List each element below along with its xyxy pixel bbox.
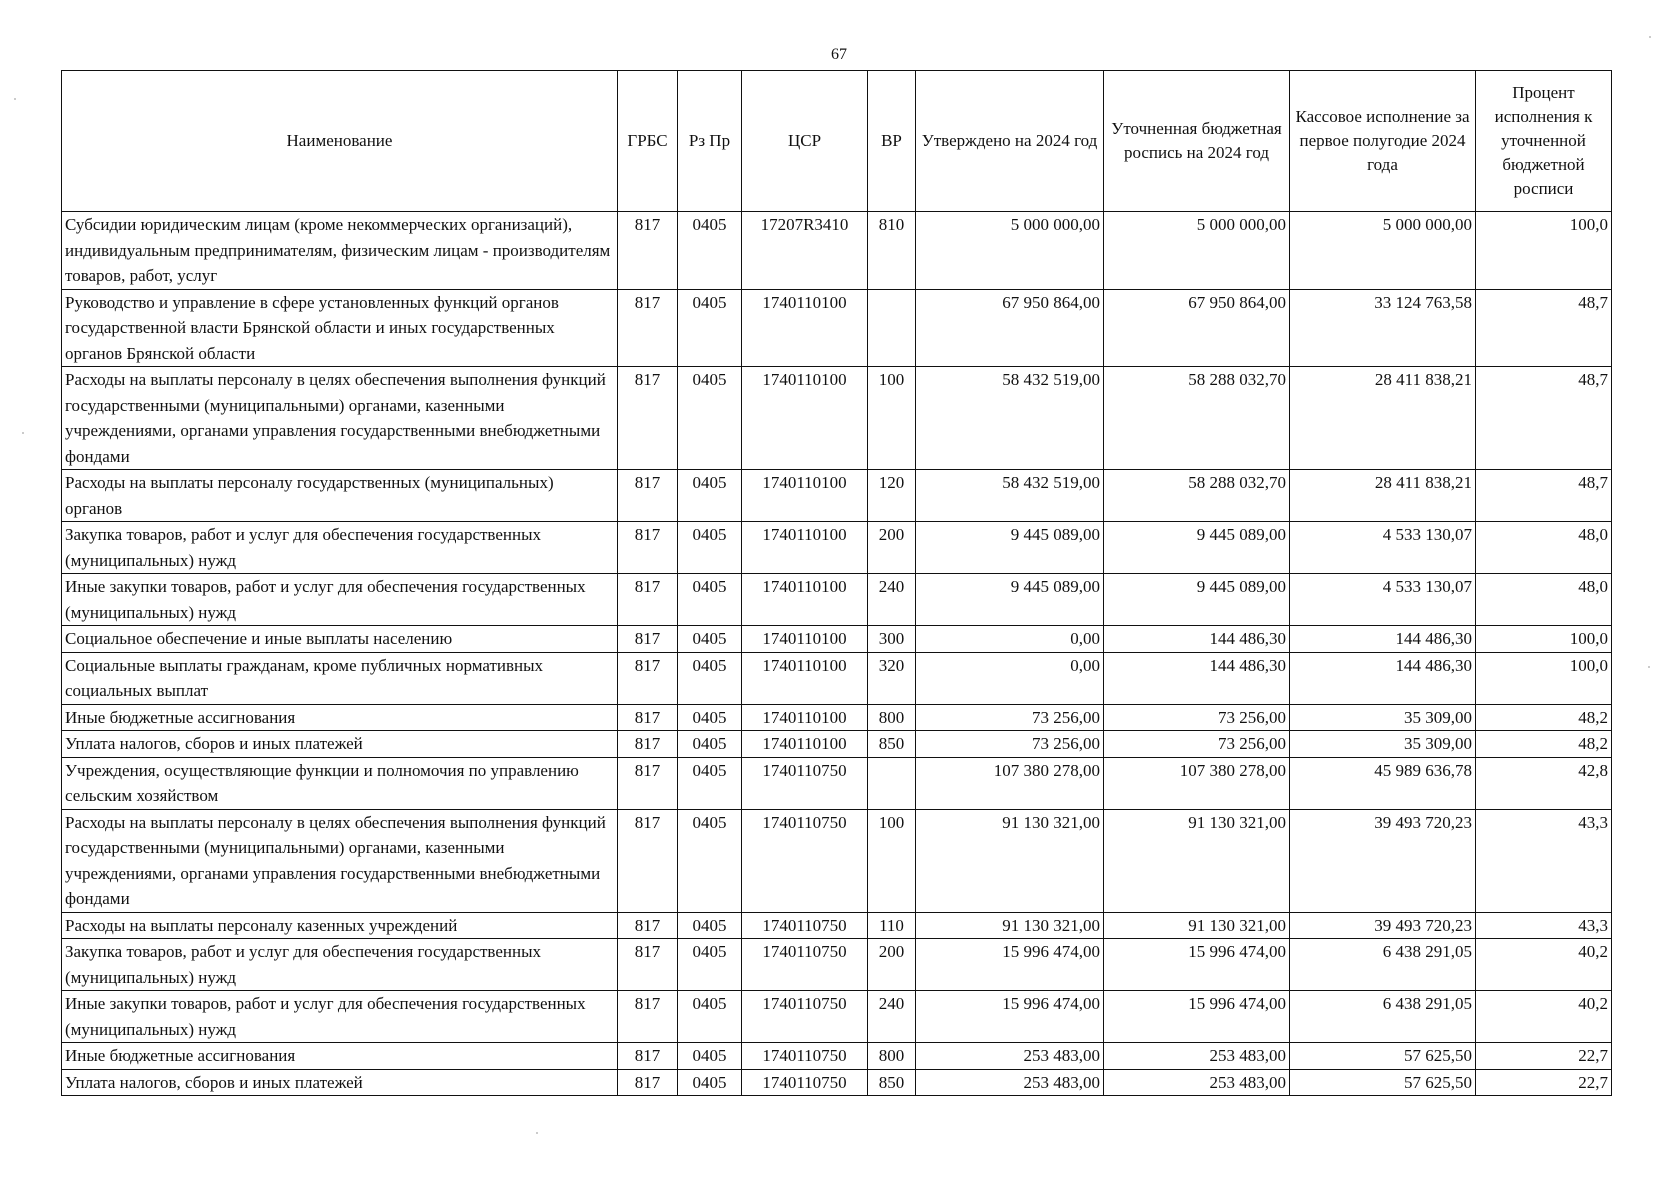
cell-name: Социальные выплаты гражданам, кроме публичных нормативных социальных выплат — [62, 652, 618, 704]
cell-vr: 810 — [868, 212, 916, 290]
cell-grbs: 817 — [618, 1069, 678, 1096]
cell-name: Социальное обеспечение и иные выплаты населению — [62, 626, 618, 653]
cell-name: Уплата налогов, сборов и иных платежей — [62, 731, 618, 758]
cell-rzpr: 0405 — [678, 731, 742, 758]
scan-speck — [536, 1132, 538, 1134]
cell-vr: 300 — [868, 626, 916, 653]
cell-csr: 1740110750 — [742, 912, 868, 939]
cell-refined: 144 486,30 — [1104, 652, 1290, 704]
cell-csr: 1740110100 — [742, 289, 868, 367]
cell-cash: 39 493 720,23 — [1290, 912, 1476, 939]
cell-cash: 57 625,50 — [1290, 1069, 1476, 1096]
table-row — [62, 289, 1612, 367]
table-row — [62, 652, 1612, 704]
cell-rzpr: 0405 — [678, 1069, 742, 1096]
cell-refined: 58 288 032,70 — [1104, 470, 1290, 522]
cell-refined: 58 288 032,70 — [1104, 367, 1290, 470]
scan-speck — [14, 98, 16, 100]
cell-name: Субсидии юридическим лицам (кроме некоммерческих организаций), индивидуальным предпринимателям, физическим лицам - производителям товаров, работ, услуг — [62, 212, 618, 290]
cell-csr: 1740110750 — [742, 1069, 868, 1096]
cell-rzpr: 0405 — [678, 652, 742, 704]
cell-rzpr: 0405 — [678, 991, 742, 1043]
cell-name: Расходы на выплаты персоналу в целях обеспечения выполнения функций государственными (муниципальными) органами, казенными учреждениями, органами управления государственными внебюджетными фондами — [62, 809, 618, 912]
cell-csr: 1740110100 — [742, 470, 868, 522]
cell-vr — [868, 757, 916, 809]
cell-cash: 33 124 763,58 — [1290, 289, 1476, 367]
cell-approved: 5 000 000,00 — [916, 212, 1104, 290]
cell-approved: 73 256,00 — [916, 704, 1104, 731]
cell-approved: 15 996 474,00 — [916, 991, 1104, 1043]
cell-rzpr: 0405 — [678, 809, 742, 912]
cell-cash: 39 493 720,23 — [1290, 809, 1476, 912]
cell-percent: 48,7 — [1476, 367, 1612, 470]
cell-grbs: 817 — [618, 367, 678, 470]
table-row — [62, 367, 1612, 470]
budget-table — [61, 70, 1612, 1096]
cell-vr: 100 — [868, 809, 916, 912]
header-cash: Кассовое исполнение за первое полугодие 2024 года — [1290, 71, 1476, 212]
cell-approved: 253 483,00 — [916, 1069, 1104, 1096]
cell-csr: 1740110750 — [742, 809, 868, 912]
cell-approved: 91 130 321,00 — [916, 912, 1104, 939]
cell-cash: 57 625,50 — [1290, 1043, 1476, 1070]
scan-speck — [1649, 36, 1651, 38]
cell-csr: 1740110100 — [742, 652, 868, 704]
cell-vr: 320 — [868, 652, 916, 704]
cell-percent: 43,3 — [1476, 912, 1612, 939]
cell-cash: 28 411 838,21 — [1290, 470, 1476, 522]
cell-percent: 48,7 — [1476, 289, 1612, 367]
cell-cash: 144 486,30 — [1290, 652, 1476, 704]
cell-vr: 850 — [868, 731, 916, 758]
cell-vr: 200 — [868, 522, 916, 574]
cell-grbs: 817 — [618, 470, 678, 522]
cell-grbs: 817 — [618, 939, 678, 991]
table-row — [62, 212, 1612, 290]
cell-csr: 1740110100 — [742, 704, 868, 731]
cell-percent: 100,0 — [1476, 626, 1612, 653]
cell-csr: 17207R3410 — [742, 212, 868, 290]
cell-approved: 58 432 519,00 — [916, 367, 1104, 470]
cell-rzpr: 0405 — [678, 704, 742, 731]
cell-name: Иные закупки товаров, работ и услуг для обеспечения государственных (муниципальных) нужд — [62, 991, 618, 1043]
cell-vr: 120 — [868, 470, 916, 522]
cell-name: Иные закупки товаров, работ и услуг для обеспечения государственных (муниципальных) нужд — [62, 574, 618, 626]
cell-refined: 15 996 474,00 — [1104, 991, 1290, 1043]
cell-percent: 22,7 — [1476, 1069, 1612, 1096]
cell-cash: 144 486,30 — [1290, 626, 1476, 653]
cell-vr: 100 — [868, 367, 916, 470]
cell-approved: 107 380 278,00 — [916, 757, 1104, 809]
cell-cash: 5 000 000,00 — [1290, 212, 1476, 290]
cell-name: Расходы на выплаты персоналу казенных учреждений — [62, 912, 618, 939]
cell-csr: 1740110750 — [742, 1043, 868, 1070]
cell-grbs: 817 — [618, 652, 678, 704]
cell-vr: 240 — [868, 574, 916, 626]
cell-approved: 67 950 864,00 — [916, 289, 1104, 367]
header-name: Наименование — [62, 71, 618, 212]
cell-vr: 110 — [868, 912, 916, 939]
cell-rzpr: 0405 — [678, 212, 742, 290]
cell-cash: 4 533 130,07 — [1290, 522, 1476, 574]
cell-rzpr: 0405 — [678, 522, 742, 574]
cell-cash: 6 438 291,05 — [1290, 991, 1476, 1043]
cell-refined: 91 130 321,00 — [1104, 809, 1290, 912]
scan-speck — [1648, 666, 1650, 668]
cell-grbs: 817 — [618, 809, 678, 912]
cell-name: Иные бюджетные ассигнования — [62, 704, 618, 731]
cell-rzpr: 0405 — [678, 912, 742, 939]
cell-percent: 48,0 — [1476, 574, 1612, 626]
cell-vr: 200 — [868, 939, 916, 991]
cell-cash: 28 411 838,21 — [1290, 367, 1476, 470]
cell-grbs: 817 — [618, 289, 678, 367]
cell-name: Руководство и управление в сфере установленных функций органов государственной власти Брянской области и иных государственных органов Брянской области — [62, 289, 618, 367]
cell-percent: 100,0 — [1476, 212, 1612, 290]
cell-rzpr: 0405 — [678, 574, 742, 626]
table-row — [62, 731, 1612, 758]
cell-refined: 107 380 278,00 — [1104, 757, 1290, 809]
cell-csr: 1740110100 — [742, 367, 868, 470]
cell-refined: 253 483,00 — [1104, 1069, 1290, 1096]
cell-grbs: 817 — [618, 626, 678, 653]
cell-name: Учреждения, осуществляющие функции и полномочия по управлению сельским хозяйством — [62, 757, 618, 809]
cell-grbs: 817 — [618, 912, 678, 939]
table-row — [62, 757, 1612, 809]
cell-name: Иные бюджетные ассигнования — [62, 1043, 618, 1070]
cell-approved: 15 996 474,00 — [916, 939, 1104, 991]
header-approved: Утверждено на 2024 год — [916, 71, 1104, 212]
header-percent: Процент исполнения к уточненной бюджетной росписи — [1476, 71, 1612, 212]
table-row — [62, 1069, 1612, 1096]
table-row — [62, 912, 1612, 939]
cell-cash: 45 989 636,78 — [1290, 757, 1476, 809]
cell-grbs: 817 — [618, 991, 678, 1043]
cell-rzpr: 0405 — [678, 939, 742, 991]
cell-csr: 1740110750 — [742, 991, 868, 1043]
table-row — [62, 522, 1612, 574]
cell-percent: 40,2 — [1476, 939, 1612, 991]
page-number: 67 — [831, 46, 847, 63]
cell-approved: 0,00 — [916, 652, 1104, 704]
header-vr: ВР — [868, 71, 916, 212]
cell-name: Закупка товаров, работ и услуг для обеспечения государственных (муниципальных) нужд — [62, 522, 618, 574]
cell-percent: 48,2 — [1476, 731, 1612, 758]
cell-grbs: 817 — [618, 757, 678, 809]
cell-approved: 253 483,00 — [916, 1043, 1104, 1070]
cell-refined: 144 486,30 — [1104, 626, 1290, 653]
cell-refined: 73 256,00 — [1104, 704, 1290, 731]
table-row — [62, 626, 1612, 653]
cell-csr: 1740110750 — [742, 939, 868, 991]
cell-grbs: 817 — [618, 1043, 678, 1070]
cell-approved: 58 432 519,00 — [916, 470, 1104, 522]
table-row — [62, 991, 1612, 1043]
cell-csr: 1740110100 — [742, 574, 868, 626]
cell-vr — [868, 289, 916, 367]
cell-percent: 40,2 — [1476, 991, 1612, 1043]
header-row — [62, 71, 1612, 212]
cell-refined: 15 996 474,00 — [1104, 939, 1290, 991]
cell-vr: 800 — [868, 704, 916, 731]
cell-grbs: 817 — [618, 212, 678, 290]
header-rzpr: Рз Пр — [678, 71, 742, 212]
scan-speck — [22, 432, 24, 434]
header-refined: Уточненная бюджетная роспись на 2024 год — [1104, 71, 1290, 212]
cell-cash: 4 533 130,07 — [1290, 574, 1476, 626]
cell-refined: 9 445 089,00 — [1104, 574, 1290, 626]
cell-refined: 67 950 864,00 — [1104, 289, 1290, 367]
table-row — [62, 1043, 1612, 1070]
cell-refined: 5 000 000,00 — [1104, 212, 1290, 290]
cell-refined: 9 445 089,00 — [1104, 522, 1290, 574]
cell-rzpr: 0405 — [678, 626, 742, 653]
cell-grbs: 817 — [618, 574, 678, 626]
cell-csr: 1740110100 — [742, 731, 868, 758]
cell-percent: 22,7 — [1476, 1043, 1612, 1070]
cell-name: Расходы на выплаты персоналу государственных (муниципальных) органов — [62, 470, 618, 522]
cell-approved: 9 445 089,00 — [916, 574, 1104, 626]
table-row — [62, 939, 1612, 991]
table-body — [62, 212, 1612, 1096]
cell-rzpr: 0405 — [678, 470, 742, 522]
table-row — [62, 809, 1612, 912]
table-row — [62, 574, 1612, 626]
cell-csr: 1740110100 — [742, 626, 868, 653]
cell-grbs: 817 — [618, 731, 678, 758]
cell-name: Уплата налогов, сборов и иных платежей — [62, 1069, 618, 1096]
cell-cash: 6 438 291,05 — [1290, 939, 1476, 991]
cell-rzpr: 0405 — [678, 367, 742, 470]
cell-approved: 0,00 — [916, 626, 1104, 653]
cell-rzpr: 0405 — [678, 1043, 742, 1070]
cell-vr: 850 — [868, 1069, 916, 1096]
cell-percent: 100,0 — [1476, 652, 1612, 704]
header-grbs: ГРБС — [618, 71, 678, 212]
cell-refined: 73 256,00 — [1104, 731, 1290, 758]
cell-percent: 42,8 — [1476, 757, 1612, 809]
table-row — [62, 704, 1612, 731]
cell-rzpr: 0405 — [678, 289, 742, 367]
cell-percent: 48,0 — [1476, 522, 1612, 574]
cell-cash: 35 309,00 — [1290, 704, 1476, 731]
cell-percent: 48,7 — [1476, 470, 1612, 522]
cell-approved: 91 130 321,00 — [916, 809, 1104, 912]
table-row — [62, 470, 1612, 522]
cell-percent: 43,3 — [1476, 809, 1612, 912]
cell-approved: 73 256,00 — [916, 731, 1104, 758]
cell-name: Расходы на выплаты персоналу в целях обеспечения выполнения функций государственными (муниципальными) органами, казенными учреждениями, органами управления государственными внебюджетными фондами — [62, 367, 618, 470]
cell-vr: 240 — [868, 991, 916, 1043]
cell-refined: 253 483,00 — [1104, 1043, 1290, 1070]
cell-refined: 91 130 321,00 — [1104, 912, 1290, 939]
cell-vr: 800 — [868, 1043, 916, 1070]
cell-grbs: 817 — [618, 522, 678, 574]
cell-csr: 1740110100 — [742, 522, 868, 574]
cell-csr: 1740110750 — [742, 757, 868, 809]
cell-percent: 48,2 — [1476, 704, 1612, 731]
header-csr: ЦСР — [742, 71, 868, 212]
cell-cash: 35 309,00 — [1290, 731, 1476, 758]
cell-name: Закупка товаров, работ и услуг для обеспечения государственных (муниципальных) нужд — [62, 939, 618, 991]
cell-approved: 9 445 089,00 — [916, 522, 1104, 574]
cell-rzpr: 0405 — [678, 757, 742, 809]
cell-grbs: 817 — [618, 704, 678, 731]
